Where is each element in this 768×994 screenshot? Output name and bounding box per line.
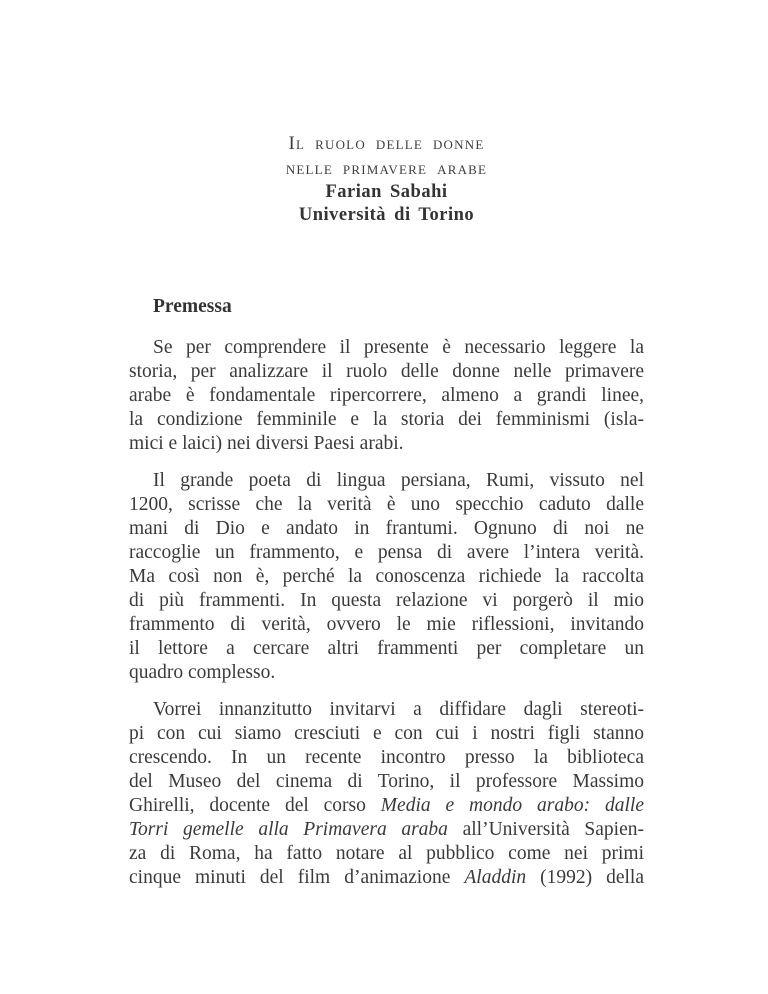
text-line: Vorrei innanzitutto invitarvi a diffidare dagli stereoti- — [153, 699, 644, 720]
text-line: Il grande poeta di lingua persiana, Rumi, vissuto nel — [153, 470, 644, 491]
paragraph — [129, 469, 644, 685]
paragraph — [129, 698, 644, 890]
text-line: storia, per analizzare il ruolo delle donne nelle primavere — [129, 361, 644, 382]
article-title-line2: nelle primavere arabe — [285, 158, 488, 179]
text-line: mani di Dio e andato in frantumi. Ognuno di noi ne — [129, 518, 644, 539]
article-affiliation: Università di Torino — [298, 205, 475, 225]
text-line: raccoglie un frammento, e pensa di avere l’intera verità. — [129, 542, 644, 563]
text-line: Ma così non è, perché la conoscenza richiede la raccolta — [129, 566, 644, 587]
text-line: Se per comprendere il presente è necessario leggere la — [153, 337, 644, 358]
body-text — [129, 336, 644, 890]
text-line: il lettore a cercare altri frammenti per completare un — [129, 638, 644, 659]
section-heading: Premessa — [153, 296, 232, 317]
text-line: cinque minuti del film d’animazione Aladdin (1992) della — [129, 867, 644, 888]
article-title-line1: Il ruolo delle donne — [288, 133, 485, 154]
text-line: 1200, scrisse che la verità è uno specchio caduto dalle — [129, 494, 644, 515]
text-line: quadro complesso. — [129, 662, 276, 683]
text-line: di più frammenti. In questa relazione vi porgerò il mio — [129, 590, 644, 611]
text-line: del Museo del cinema di Torino, il professore Massimo — [129, 771, 644, 792]
text-line: frammento di verità, ovvero le mie riflessioni, invitando — [129, 614, 644, 635]
text-line: mici e laici) nei diversi Paesi arabi. — [129, 433, 404, 454]
text-line: Ghirelli, docente del corso Media e mondo arabo: dalle — [129, 795, 644, 816]
text-line: arabe è fondamentale ripercorrere, almeno a grandi linee, — [129, 385, 644, 406]
article-author: Farian Sabahi — [325, 182, 448, 202]
text-line: Torri gemelle alla Primavera araba all’Università Sapien- — [129, 819, 645, 840]
article-header — [129, 131, 644, 227]
text-line: crescendo. In un recente incontro presso la biblioteca — [129, 747, 644, 768]
text-line: pi con cui siamo cresciuti e con cui i nostri figli stanno — [129, 723, 644, 744]
text-line: za di Roma, ha fatto notare al pubblico come nei primi — [129, 843, 644, 864]
paragraph — [129, 336, 644, 456]
text-line: la condizione femminile e la storia dei femminismi (isla- — [129, 409, 644, 430]
